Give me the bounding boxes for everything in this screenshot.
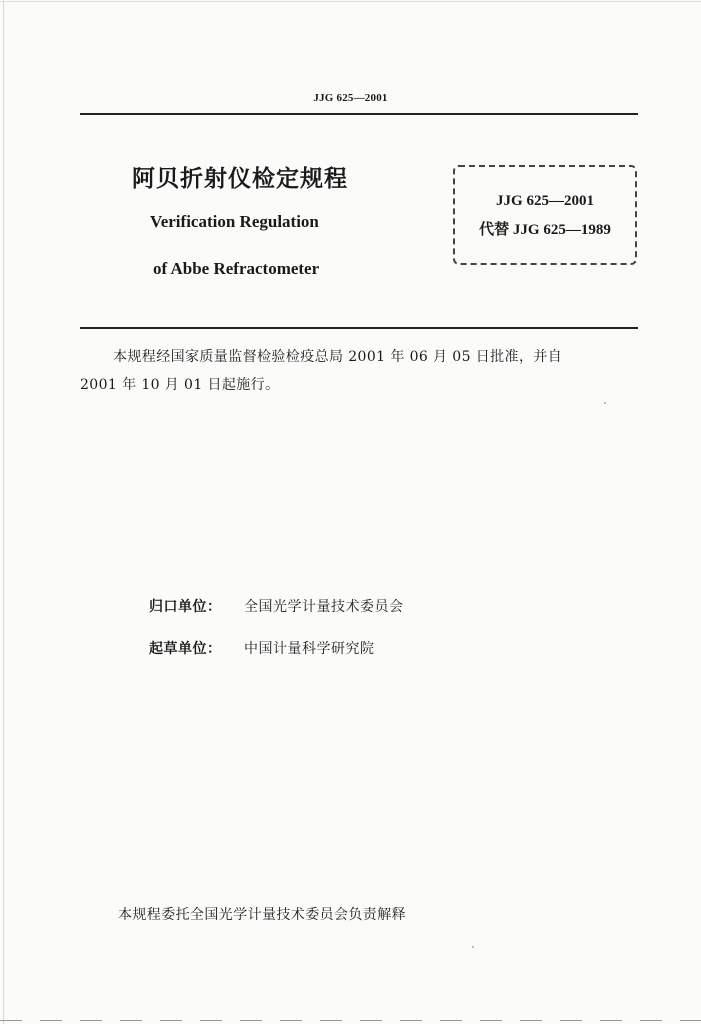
scan-speck <box>472 946 474 948</box>
drafting-unit-value: 中国计量科学研究院 <box>244 641 375 657</box>
title-english-line1: Verification Regulation <box>150 212 319 231</box>
scan-edge <box>3 0 4 1024</box>
approval-text-line2: 2001 年 10 月 01 日起施行。 <box>80 377 280 393</box>
scan-edge <box>0 1020 701 1021</box>
title-chinese: 阿贝折射仪检定规程 <box>132 166 348 192</box>
interpretation-note: 本规程委托全国光学计量技术委员会负责解释 <box>118 907 406 923</box>
code-box <box>453 165 637 265</box>
code-box-replaces: 代替 JJG 625—1989 <box>479 222 611 238</box>
header-rule <box>80 113 638 115</box>
scan-edge <box>0 1 701 2</box>
approval-text-line1: 本规程经国家质量监督检验检疫总局 2001 年 06 月 05 日批准，并自 <box>113 349 563 365</box>
code-box-code: JJG 625—2001 <box>496 193 594 209</box>
running-header-code: JJG 625—2001 <box>313 92 388 104</box>
responsible-unit-label: 归口单位： <box>149 599 222 615</box>
responsible-unit-value: 全国光学计量技术委员会 <box>244 599 404 615</box>
drafting-unit-label: 起草单位： <box>149 641 222 657</box>
scan-speck <box>604 402 606 404</box>
title-english-line2: of Abbe Refractometer <box>153 259 320 278</box>
section-rule <box>80 327 638 329</box>
